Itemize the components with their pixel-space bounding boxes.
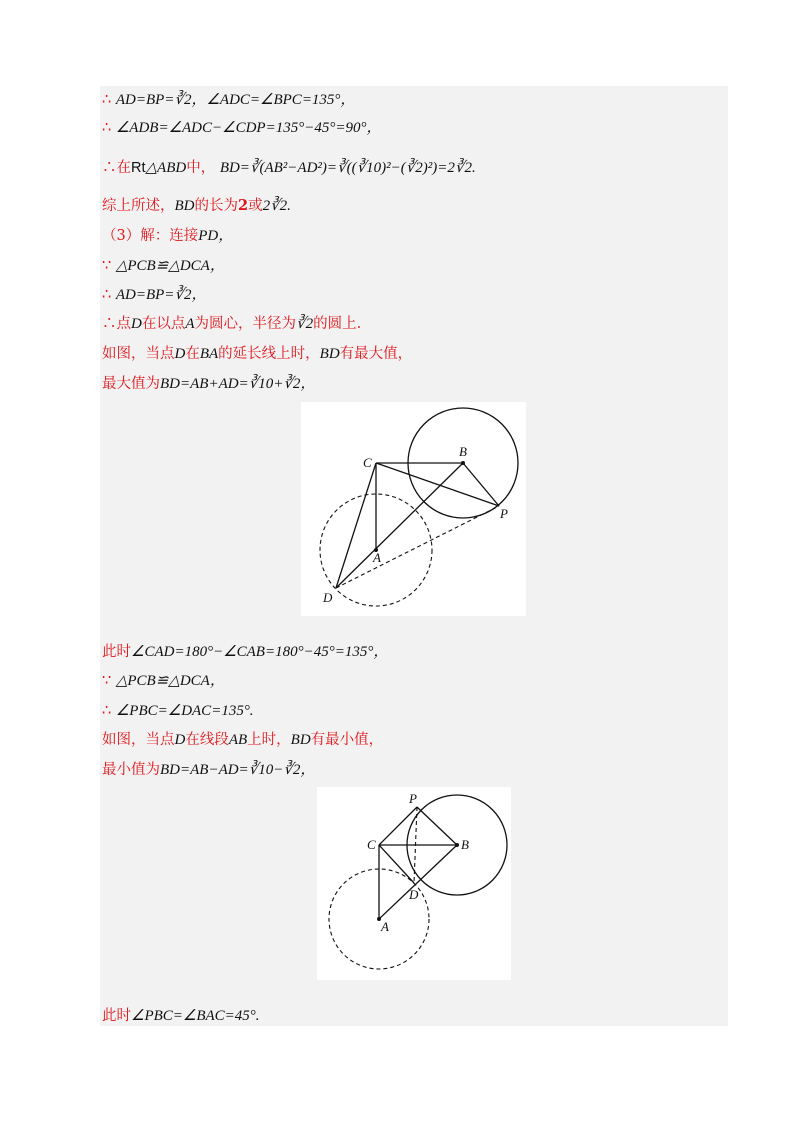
figure-max-case [301, 402, 526, 616]
line-12: ∵ △PCB≌△DCA， [102, 673, 225, 689]
line-6: ∵ △PCB≌△DCA， [102, 258, 225, 274]
label-p: P [500, 506, 508, 521]
label-d: D [323, 590, 333, 605]
line-2: ∴ ∠ADB=∠ADC−∠CDP=135°−45°=90°， [102, 120, 382, 136]
label-b: B [459, 444, 467, 459]
label-c: C [367, 837, 376, 852]
figure-min-svg [317, 787, 511, 980]
line-4: 综上所述，BD的长为2或2∛2. [102, 197, 291, 214]
figure-max-svg [301, 402, 526, 616]
line-16: 此时∠PBC=∠BAC=45°. [102, 1008, 260, 1024]
line-11: 此时∠CAD=180°−∠CAB=180°−45°=135°， [102, 644, 389, 660]
segment-pb [417, 807, 457, 845]
label-d: D [409, 887, 419, 902]
line-10: 最大值为BD=AB+AD=∛10+∛2， [102, 376, 316, 392]
label-b: B [461, 837, 469, 852]
line-15: 最小值为BD=AB−AD=∛10−∛2， [102, 762, 316, 778]
segment-bd [336, 463, 463, 588]
segment-cd [336, 463, 376, 588]
line-3: ∴在Rt△ABD中， BD=∛(AB²−AD²)=∛((∛10)²−(∛2)²)=2∛2. [102, 160, 476, 176]
line-1: ∴ AD=BP=∛2，∠ADC=∠BPC=135°， [102, 92, 356, 108]
figure-min-case [317, 787, 511, 980]
point-b [455, 843, 459, 847]
label-c: C [363, 455, 372, 470]
label-a: A [373, 550, 381, 565]
line-9: 如图，当点D在BA的延长线上时，BD有最大值， [102, 346, 413, 362]
segment-dp [336, 506, 499, 588]
segment-ab [379, 845, 457, 919]
line-5: （3）解：连接PD， [102, 228, 234, 244]
line-14: 如图，当点D在线段AB上时，BD有最小值， [102, 732, 384, 748]
segment-cd [379, 845, 414, 883]
label-a: A [381, 919, 389, 934]
line-8: ∴点D在以点A为圆心，半径为∛2的圆上. [102, 316, 362, 332]
line-13: ∴ ∠PBC=∠DAC=135°. [102, 703, 254, 719]
line-7: ∴ AD=BP=∛2， [102, 287, 207, 303]
point-b [461, 461, 465, 465]
label-p: P [409, 791, 417, 806]
